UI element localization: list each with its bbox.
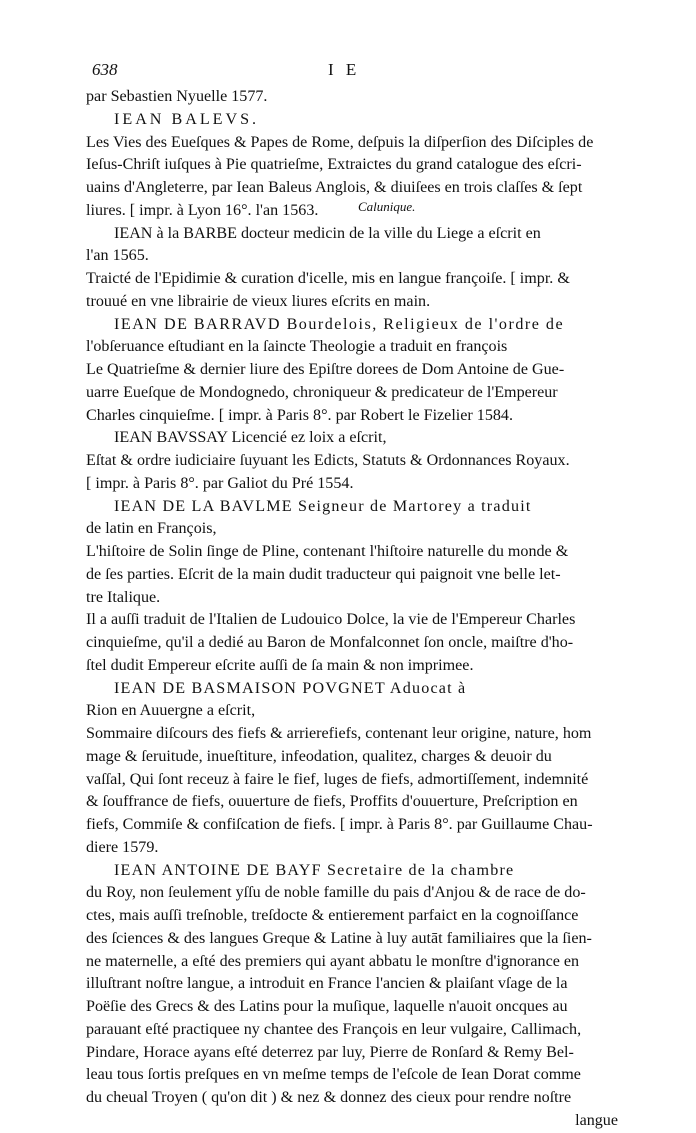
text-line: trouué en vne librairie de vieux liures eſcrits en main. [86,292,431,310]
text-line: du cheual Troyen ( qu'on dit ) & nez & donnez des cieux pour rendre noſtre [86,1089,572,1106]
text-line: Traicté de l'Epidimie & curation d'icelle, mis en langue françoiſe. [ impr. & [86,270,570,287]
text-line: par Sebastien Nyuelle 1577. [86,88,268,105]
text-line: Les Vies des Eueſques & Papes de Rome, deſpuis la diſperſion des Diſciples de [86,133,594,151]
text-line: diere 1579. [86,838,159,856]
text-line: du Roy, non ſeulement yſſu de noble famille du pais d'Anjou & de race de do- [86,884,586,902]
text-line: des ſciences & des langues Greque & Latine à luy autāt familiaires que la ſien- [86,929,592,947]
page-header [92,60,636,84]
text-line: l'obſeruance eſtudiant en la ſaincte Theologie a traduit en françois [86,338,508,356]
text-line: [ impr. à Paris 8°. par Galiot du Pré 1554. [86,474,354,492]
text-line: vaſſal, Qui ſont receuz à faire le fief, luges de fiefs, admortiſſement, indemnité [86,770,589,788]
text-line: ctes, mais auſſi treſnoble, treſdocte & entierement parfaict en la cognoiſſance [86,907,579,924]
text-line: liures. [ impr. à Lyon 16°. l'an 1563. [86,201,319,219]
entry-heading: IEAN BALEVS. [114,110,260,128]
margin-note: Calunique. [358,199,416,214]
text-line: Charles cinquieſme. [ impr. à Paris 8°. par Robert le Fizelier 1584. [86,406,514,424]
text-line: L'hiſtoire de Solin ſinge de Pline, contenant l'hiſtoire naturelle du monde & [86,543,569,560]
text-line: Sommaire diſcours des fiefs & arrierefiefs, contenant leur origine, nature, hom [86,725,592,742]
text-line: de ſes parties. Eſcrit de la main dudit traducteur qui paignoit vne belle let- [86,565,561,583]
page-body [86,86,620,1133]
entry-heading: IEAN DE BARRAVD Bourdelois, Religieux de l'ordre de [114,315,565,333]
page-number: 638 [92,60,118,79]
text-line: Il a auſſi traduit de l'Italien de Ludouico Dolce, la vie de l'Empereur Charles [86,611,576,629]
running-head: I E [328,60,361,79]
entry-heading: IEAN DE LA BAVLME Seigneur de Martorey a traduit [114,497,532,515]
text-line: illuſtrant noſtre langue, a introduit en France l'ancien & plaiſant vſage de la [86,975,568,993]
entry-heading: IEAN DE BASMAISON POVGNET Aduocat à [114,679,467,697]
text-line: & ſouffrance de fiefs, ouuerture de fiefs, Proffits d'ouuerture, Preſcription en [86,793,578,811]
entry-heading: IEAN BAVSSAY Licencié ez loix a eſcrit, [114,429,387,447]
text-line: parauant eſté practiquee ny chantee des François en leur vulgaire, Callimach, [86,1020,582,1038]
text-line: tre Italique. [86,588,161,606]
text-line: Le Quatrieſme & dernier liure des Epiſtre dorees de Dom Antoine de Gue- [86,361,565,378]
text-line: Pindare, Horace ayans eſté deterrez par luy, Pierre de Ronſard & Remy Bel- [86,1043,574,1061]
text-line: de latin en François, [86,520,217,538]
text-line: Eſtat & ordre iudiciaire ſuyuant les Edicts, Statuts & Ordonnances Royaux. [86,452,570,469]
text-line: uains d'Angleterre, par Iean Baleus Anglois, & diuiſees en trois claſſes & ſept [86,179,583,196]
text-line: leau tous ſortis preſques en vn meſme temps de l'eſcole de Iean Dorat comme [86,1066,581,1084]
text-line: uarre Eueſque de Mondognedo, chroniqueur & predicateur de l'Empereur [86,383,558,401]
catchword: langue [575,1111,618,1129]
text-line: ſtel dudit Empereur eſcrite auſſi de ſa main & non imprimee. [86,656,474,674]
text-line: fiefs, Commiſe & confiſcation de fiefs. [ impr. à Paris 8°. par Guillaume Chau- [86,816,593,833]
text-line: Poëſie des Grecs & des Latins pour la muſique, laquelle n'auoit oncques au [86,998,568,1015]
entry-heading: IEAN ANTOINE DE BAYF Secretaire de la chambre [114,861,515,879]
text-line: mage & ſeruitude, inueſtiture, infeodation, qualitez, charges & deuoir du [86,747,552,765]
entry-heading: IEAN à la BARBE docteur medicin de la ville du Liege a eſcrit en [114,224,541,242]
text-line: l'an 1565. [86,247,149,265]
text-line: Ieſus-Chriſt iuſques à Pie quatrieſme, Extraictes du grand catalogue des eſcri- [86,156,582,174]
text-line: ne maternelle, a eſté des premiers qui ayant abbatu le monſtre d'ignorance en [86,952,580,970]
text-line: Rion en Auuergne a eſcrit, [86,702,256,720]
text-line: cinquieſme, qu'il a dedié au Baron de Monfalconnet ſon oncle, maiſtre d'ho- [86,634,574,651]
